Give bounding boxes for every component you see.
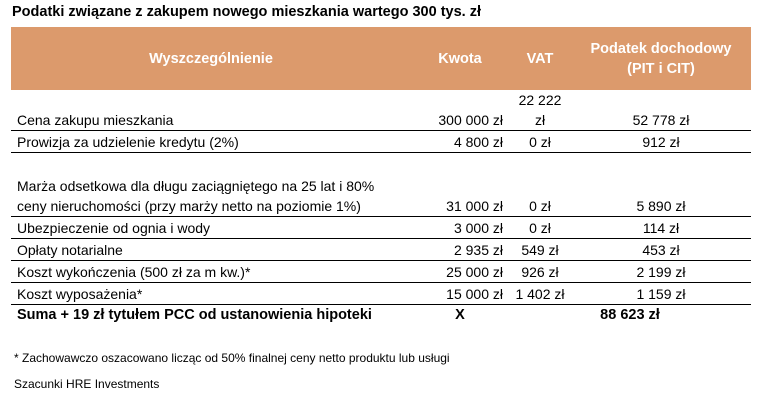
source-note: Szacunki HRE Investments [14,377,160,391]
table-header-row [11,27,751,90]
row-vat: 926 zł [509,261,571,283]
row-name: Koszt wykończenia (500 zł za m kw.)* [11,261,411,283]
row-amount: 31 000 zł [411,153,509,217]
row-tax: 912 zł [571,131,751,153]
table-row [11,261,751,283]
row-amount: 3 000 zł [411,217,509,239]
row-vat: 0 zł [509,131,571,153]
row-vat: 22 222 zł [509,90,571,131]
table-row [11,153,751,217]
table-row [11,131,751,153]
row-vat: 0 zł [509,217,571,239]
page-title: Podatki związane z zakupem nowego mieszkania wartego 300 tys. zł [12,4,481,20]
header-description: Wyszczególnienie [11,27,411,90]
row-amount: 4 800 zł [411,131,509,153]
row-tax: 52 778 zł [571,90,751,131]
header-income-tax [571,27,751,90]
table-row [11,217,751,239]
row-tax: 114 zł [571,217,751,239]
header-vat: VAT [509,27,571,90]
header-amount: Kwota [411,27,509,90]
row-tax: 453 zł [571,239,751,261]
row-name: Prowizja za udzielenie kredytu (2%) [11,131,411,153]
row-tax: 2 199 zł [571,261,751,283]
sum-amount: X [455,307,465,323]
row-amount: 300 000 zł [411,90,509,131]
tax-table [11,27,751,325]
row-name: Koszt wyposażenia* [11,283,411,305]
row-amount: 25 000 zł [411,261,509,283]
row-name: Opłaty notarialne [11,239,411,261]
row-amount: 15 000 zł [411,283,509,305]
row-amount: 2 935 zł [411,239,509,261]
header-income-tax-line1: Podatek dochodowy [590,40,732,57]
row-name: Cena zakupu mieszkania [11,90,411,131]
row-name: Marża odsetkowa dla długu zaciągniętego na 25 lat i 80% ceny nieruchomości (przy marży netto na poziomie 1%) [11,153,411,217]
sum-row [11,305,751,326]
footnote: * Zachowawczo oszacowano licząc od 50% finalnej ceny netto produktu lub usługi [14,351,450,365]
row-vat: 0 zł [509,153,571,217]
row-tax: 5 890 zł [571,153,751,217]
row-vat: 1 402 zł [509,283,571,305]
table-row [11,283,751,305]
table-row [11,239,751,261]
header-income-tax-line2: (PIT i CIT) [627,60,695,77]
row-name: Ubezpieczenie od ognia i wody [11,217,411,239]
table-row [11,90,751,131]
row-tax: 1 159 zł [571,283,751,305]
row-vat: 549 zł [509,239,571,261]
sum-label: Suma + 19 zł tytułem PCC od ustanowienia hipoteki [17,307,372,323]
sum-total: 88 623 zł [600,307,660,323]
